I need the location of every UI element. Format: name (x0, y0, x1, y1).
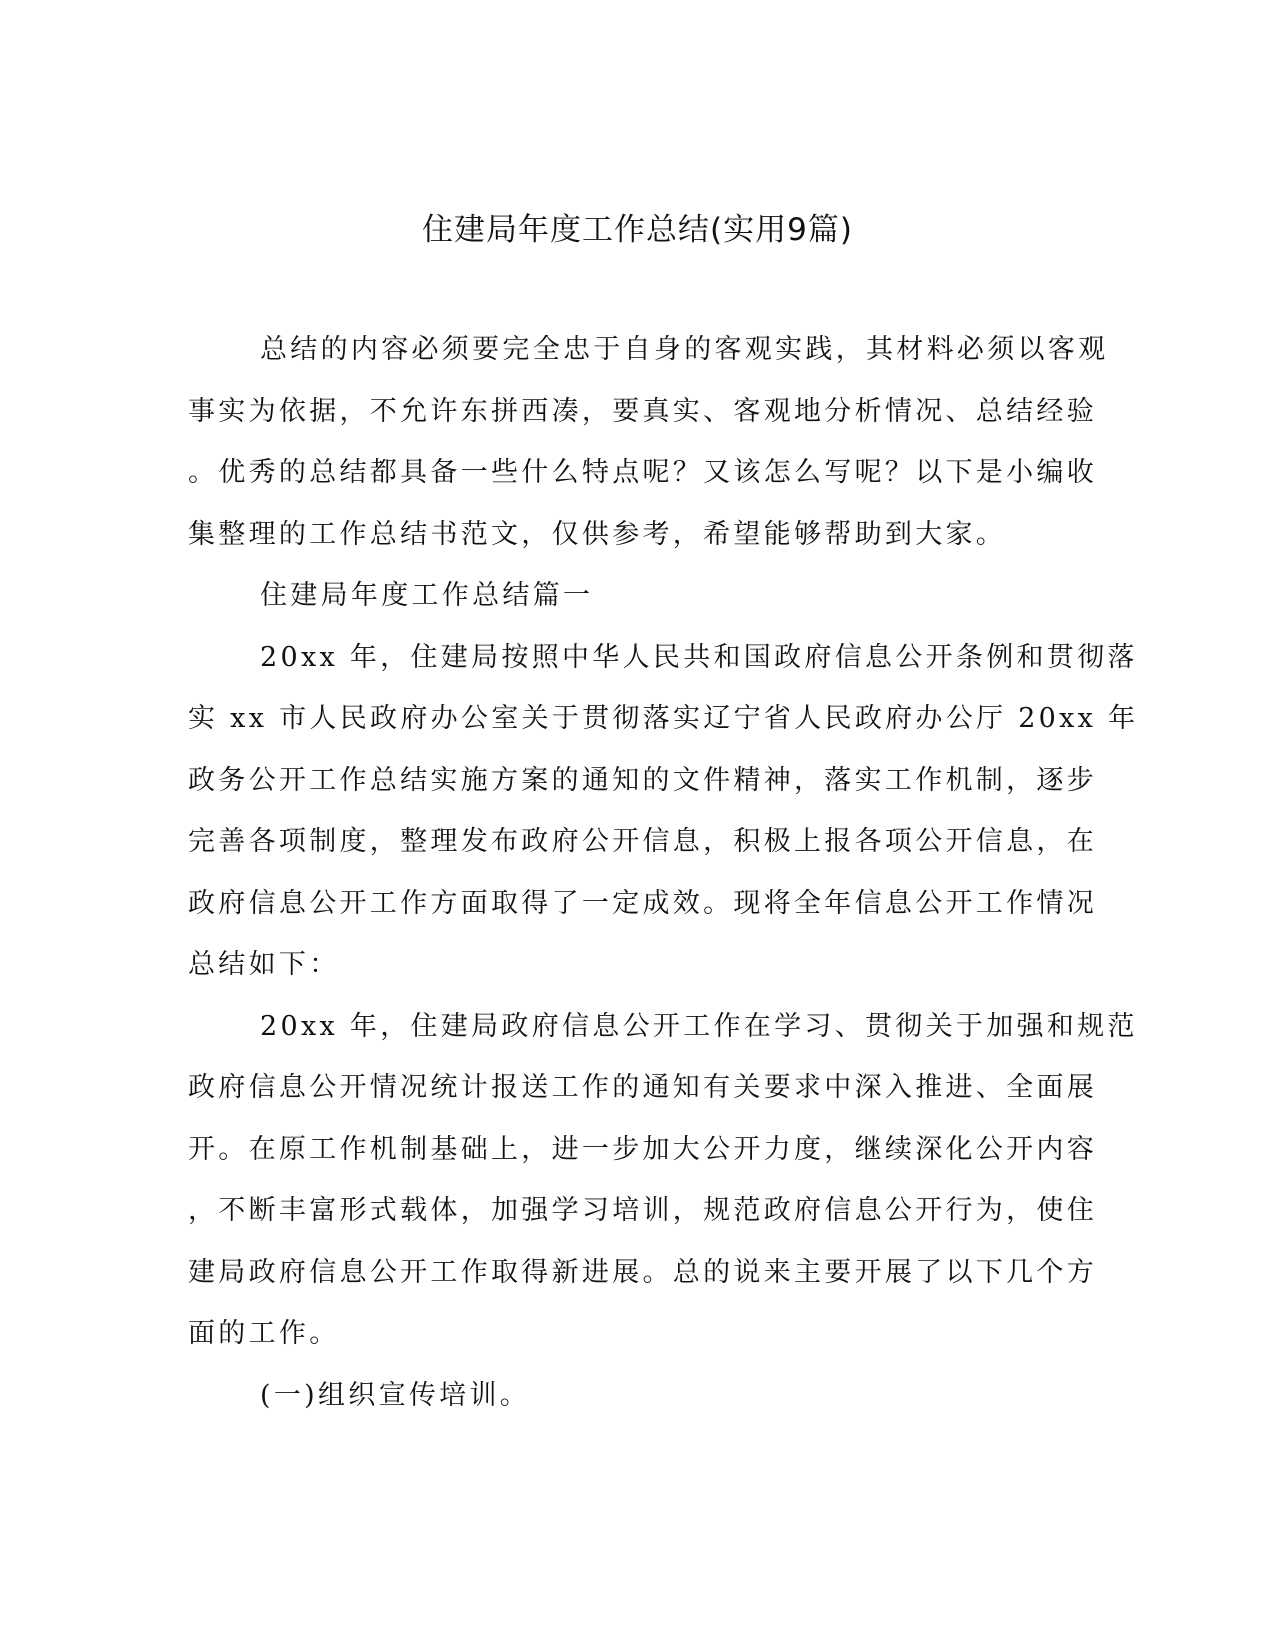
paragraph-line: 20xx 年，住建局政府信息公开工作在学习、贯彻关于加强和规范 (260, 1010, 1138, 1042)
intro-paragraph-line: 。优秀的总结都具备一些什么特点呢？又该怎么写呢？以下是小编收 (188, 457, 1097, 488)
paragraph-line: 总结如下： (188, 949, 340, 980)
paragraph-line: 开。在原工作机制基础上，进一步加大公开力度，继续深化公开内容 (188, 1133, 1097, 1165)
paragraph-line: 完善各项制度，整理发布政府公开信息，积极上报各项公开信息，在 (188, 826, 1097, 857)
section-heading: 住建局年度工作总结篇一 (260, 580, 594, 611)
intro-paragraph-line: 事实为依据，不允许东拼西凑，要真实、客观地分析情况、总结经验 (188, 395, 1097, 427)
paragraph-line: 实 xx 市人民政府办公室关于贯彻落实辽宁省人民政府办公厅 20xx 年 (188, 703, 1139, 734)
paragraph-line: 政府信息公开情况统计报送工作的通知有关要求中深入推进、全面展 (188, 1072, 1097, 1103)
document-body (188, 328, 1139, 1435)
paragraph-line: ，不断丰富形式载体，加强学习培训，规范政府信息公开行为，使住 (188, 1195, 1097, 1226)
intro-paragraph-line: 总结的内容必须要完全忠于自身的客观实践，其材料必须以客观 (260, 334, 1109, 365)
paragraph-line: 政府信息公开工作方面取得了一定成效。现将全年信息公开工作情况 (188, 887, 1097, 919)
paragraph-line: 政务公开工作总结实施方案的通知的文件精神，落实工作机制，逐步 (188, 764, 1097, 796)
intro-paragraph-line: 集整理的工作总结书范文，仅供参考，希望能够帮助到大家。 (188, 518, 1007, 550)
paragraph-line: 20xx 年，住建局按照中华人民共和国政府信息公开条例和贯彻落 (260, 641, 1138, 673)
paragraph-line: 建局政府信息公开工作取得新进展。总的说来主要开展了以下几个方 (188, 1256, 1097, 1288)
subsection-heading: (一)组织宣传培训。 (260, 1379, 531, 1411)
paragraph-line: 面的工作。 (188, 1318, 340, 1349)
document-title: 住建局年度工作总结(实用9篇) (422, 212, 853, 248)
